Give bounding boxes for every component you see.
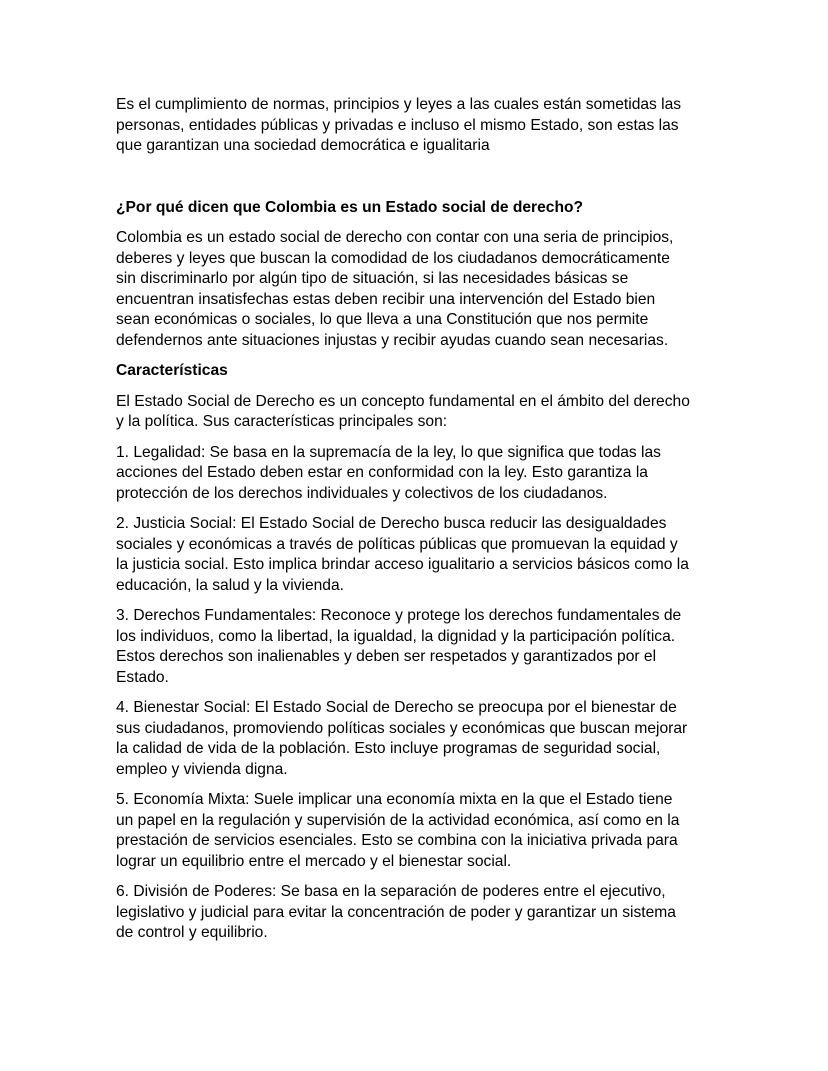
characteristic-item-economia-mixta: 5. Economía Mixta: Suele implicar una economía mixta en la que el Estado tiene un papel en la regulación y supervisión de la actividad económica, así como en la prestación de servicios esenciales. Esto se combina con la iniciativa privada para lograr un equilibrio entre el mercado y el bienestar social. <box>116 791 680 870</box>
characteristic-item-derechos-fundamentales: 3. Derechos Fundamentales: Reconoce y protege los derechos fundamentales de los individuos, como la libertad, la igualdad, la dignidad y la participación política. Estos derechos son inalienables y deben ser respetados y garantizados por el Estado. <box>116 607 682 686</box>
intro-paragraph: Es el cumplimiento de normas, principios y leyes a las cuales están sometidas las personas, entidades públicas y privadas e incluso el mismo Estado, son estas las que garantizan una sociedad democrática e igualitaria <box>116 96 682 154</box>
characteristic-item-legalidad: 1. Legalidad: Se basa en la supremacía de la ley, lo que significa que todas las acciones del Estado deben estar en conformidad con la ley. Esto garantiza la protección de los derechos individuales y colectivos de los ciudadanos. <box>116 443 661 502</box>
answer-paragraph: Colombia es un estado social de derecho con contar con una seria de principios, deberes y leyes que buscan la comodidad de los ciudadanos democráticamente sin discriminarlo por algún tipo de situación, si las necesidades básicas se encuentran insatisfechas estas deben recibir una intervención del Estado bien sean económicas o sociales, lo que lleva a una Constitución que nos permite defendernos ante situaciones injustas y recibir ayudas cuando sean necesarias. <box>116 229 674 349</box>
characteristic-item-justicia-social: 2. Justicia Social: El Estado Social de Derecho busca reducir las desigualdades sociales y económicas a través de políticas públicas que promuevan la equidad y la justicia social. Esto implica brindar acceso igualitario a servicios básicos como la educación, la salud y la vivienda. <box>116 515 689 594</box>
question-heading: ¿Por qué dicen que Colombia es un Estado social de derecho? <box>116 198 584 216</box>
characteristic-item-bienestar-social: 4. Bienestar Social: El Estado Social de Derecho se preocupa por el bienestar de sus ciudadanos, promoviendo políticas sociales y económicas que buscan mejorar la calidad de vida de la población. Esto incluye programas de seguridad social, empleo y vivienda digna. <box>116 699 688 778</box>
document-body <box>116 95 716 954</box>
characteristic-item-division-poderes: 6. División de Poderes: Se basa en la separación de poderes entre el ejecutivo, legislativo y judicial para evitar la concentración de poder y garantizar un sistema de control y equilibrio. <box>116 883 676 941</box>
characteristics-intro: El Estado Social de Derecho es un concepto fundamental en el ámbito del derecho y la política. Sus características principales son: <box>116 392 690 430</box>
characteristics-heading: Características <box>116 362 228 379</box>
